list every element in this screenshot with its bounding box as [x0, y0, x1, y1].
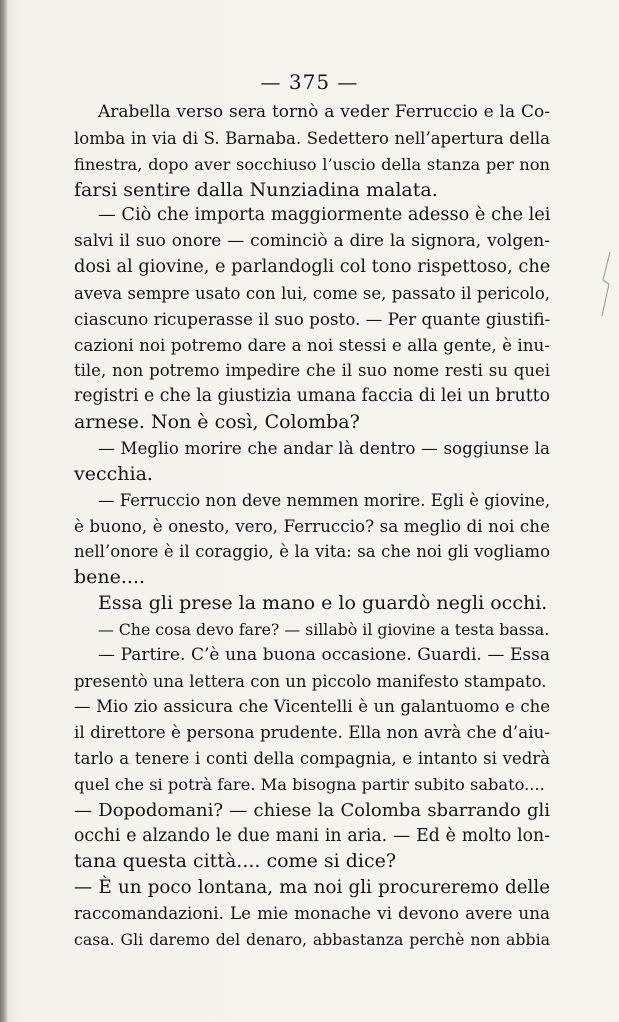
- text-line: presentò una lettera con un piccolo manifesto stampato.: [74, 671, 547, 691]
- text-line: vecchia.: [74, 462, 153, 485]
- text-line: nell’onore è il coraggio, è la vita: sa che noi gli vogliamo: [74, 542, 550, 562]
- text-line: Essa gli prese la mano e lo guardò negli occhi.: [98, 592, 548, 615]
- text-line: aveva sempre usato con lui, come se, passato il pericolo,: [74, 283, 550, 303]
- text-line: — Ciò che importa maggiormente adesso è che lei: [98, 205, 550, 226]
- body-text: [74, 100, 550, 953]
- margin-pencil-mark: [599, 250, 613, 320]
- text-line: il direttore è persona prudente. Ella non avrà che d’aiu-: [74, 722, 550, 743]
- text-line: Arabella verso sera tornò a veder Ferruccio e la Co-: [98, 102, 550, 122]
- text-line: raccomandazioni. Le mie monache vi devono avere una: [74, 903, 550, 924]
- text-line: ciascuno ricuperasse il suo posto. — Per quante giustifi-: [74, 308, 550, 329]
- text-line: casa. Gli daremo del denaro, abbastanza perchè non abbia: [74, 930, 550, 949]
- text-line: cazioni noi potremo dare a noi stessi e alla gente, è inu-: [74, 334, 550, 355]
- text-line: salvi il suo onore — cominciò a dire la signora, volgen-: [74, 231, 550, 252]
- text-line: occhi e alzando le due mani in aria. — Ed è molto lon-: [74, 825, 550, 846]
- text-line: — È un poco lontana, ma noi gli procureremo delle: [74, 877, 550, 899]
- text-line: è buono, è onesto, vero, Ferruccio? sa meglio di noi che: [74, 515, 550, 536]
- text-line: arnese. Non è così, Colomba?: [74, 411, 360, 434]
- text-line: farsi sentire dalla Nunziadina malata.: [74, 178, 438, 201]
- text-line: bene....: [74, 566, 146, 589]
- page-gutter-shadow: [0, 0, 8, 1022]
- text-line: — Ferruccio non deve nemmen morire. Egli è giovine,: [98, 490, 550, 510]
- text-line: lomba in via di S. Barnaba. Sedettero nell’apertura della: [74, 128, 550, 148]
- text-line: tana questa città.... come si dice?: [74, 850, 397, 873]
- text-line: tile, non potremo impedire che il suo nome resti su quei: [74, 361, 550, 381]
- text-line: tarlo a tenere i conti della compagnia, e intanto si vedrà: [74, 749, 550, 769]
- text-line: quel che si potrà fare. Ma bisogna partir subito sabato....: [74, 774, 545, 794]
- text-line: — Meglio morire che andar là dentro — soggiunse la: [98, 437, 550, 458]
- text-line: — Partire. C’è una buona occasione. Guardi. — Essa: [98, 644, 550, 665]
- text-line: registri e che la giustizia umana faccia di lei un brutto: [74, 386, 550, 407]
- text-line: — Che cosa devo fare? — sillabò il giovine a testa bassa.: [98, 619, 550, 639]
- text-line: — Dopodomani? — chiese la Colomba sbarrando gli: [74, 799, 550, 821]
- page-number: — 375 —: [260, 70, 359, 94]
- text-line: — Mio zio assicura che Vicentelli è un galantuomo e che: [74, 697, 550, 717]
- text-line: finestra, dopo aver socchiuso l’uscio della stanza per non: [74, 154, 550, 174]
- text-line: dosi al giovine, e parlandogli col tono rispettoso, che: [74, 257, 550, 278]
